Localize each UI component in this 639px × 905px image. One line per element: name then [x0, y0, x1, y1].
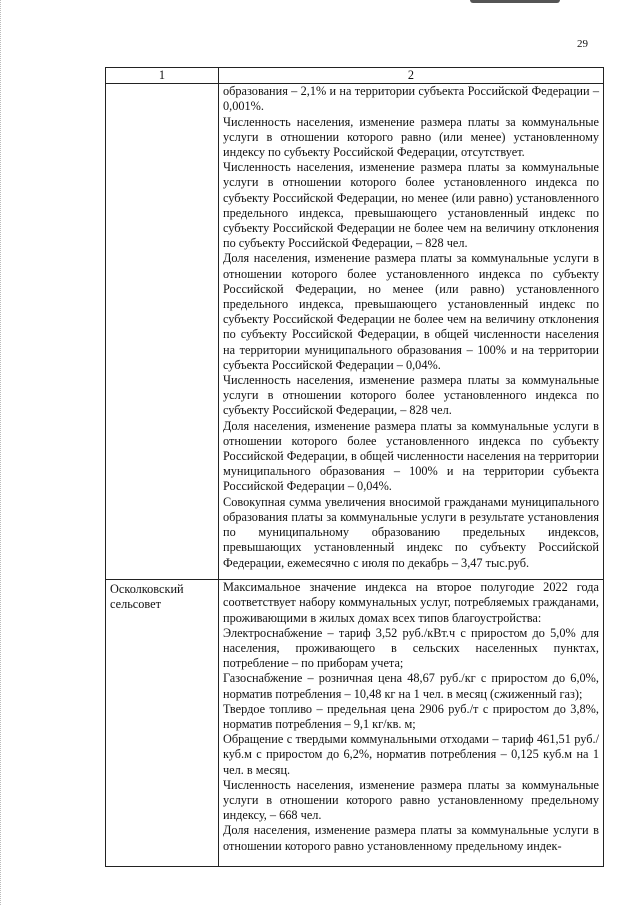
- document-table: [105, 67, 604, 867]
- paragraph: Твердое топливо – предельная цена 2906 руб./т с приростом до 3,8%, норматив потребления – 9,1 кг/кв. м;: [223, 701, 599, 732]
- paragraph: Электроснабжение – тариф 3,52 руб./кВт.ч с приростом до 5,0% для населения, проживающего в сельских населенных пунктах, потребление – по приборам учета;: [223, 625, 599, 671]
- paragraph: Доля населения, изменение размера платы за коммунальные услуги в отношении которого равно установленному предельному индек-: [223, 823, 599, 853]
- paragraph: Численность населения, изменение размера платы за коммунальные услуги в отношении которого более установленного индекса по субъекту Российской Федерации, но менее (или равно) установленного предельного индекса, превышающего установленный индекс по субъекту Российской Федерации не более чем на величину отклонения по субъекту Российской Федерации, – 828 чел.: [223, 160, 599, 251]
- column-header-1: 1: [106, 68, 219, 84]
- paragraph: Доля населения, изменение размера платы за коммунальные услуги в отношении которого более установленного индекса по субъекту Российской Федерации, но менее (или равно) установленного предельного индекса, превышающего установленный индекс по субъекту Российской Федерации не более чем на величину отклонения по субъекту Российской Федерации, в общей численности населения на территории муниципального образования – 100% и на территории субъекта Российской Федерации – 0,04%.: [223, 251, 599, 372]
- scan-edge: [0, 0, 7, 905]
- description-cell: [219, 580, 604, 867]
- description-cell: [219, 84, 604, 580]
- paragraph: Газоснабжение – розничная цена 48,67 руб./кг с приростом до 6,0%, норматив потребления – 10,48 кг на 1 чел. в месяц (сжиженный газ);: [223, 671, 599, 701]
- municipality-cell: Осколковский сельсовет: [106, 580, 219, 867]
- paragraph: Совокупная сумма увеличения вносимой гражданами муниципального образования платы за коммунальные услуги в результате установления по муниципальному образованию предельных индексов, превышающих установленный индекс по субъекту Российской Федерации, ежемесячно с июля по декабрь – 3,47 тыс.руб.: [223, 494, 599, 570]
- paragraph: Численность населения, изменение размера платы за коммунальные услуги в отношении которого более установленного индекса по субъекту Российской Федерации, – 828 чел.: [223, 373, 599, 418]
- scan-artifact: [470, 0, 560, 3]
- paragraph: образования – 2,1% и на территории субъекта Российской Федерации – 0,001%.: [223, 84, 599, 114]
- table-row: [106, 580, 604, 867]
- page-number: 29: [577, 38, 588, 50]
- paragraph: Численность населения, изменение размера платы за коммунальные услуги в отношении которого равно установленному предельному индексу, – 668 чел.: [223, 777, 599, 823]
- paragraph: Численность населения, изменение размера платы за коммунальные услуги в отношении которого равно (или менее) установленному индексу по субъекту Российской Федерации, отсутствует.: [223, 114, 599, 160]
- paragraph: Обращение с твердыми коммунальными отходами – тариф 461,51 руб./куб.м с приростом до 6,2%, норматив потребления – 0,125 куб.м на 1 чел. в месяц.: [223, 732, 599, 777]
- table-header-row: [106, 68, 604, 84]
- municipality-cell: [106, 84, 219, 580]
- paragraph: Максимальное значение индекса на второе полугодие 2022 года соответствует набору коммунальных услуг, потребляемых гражданами, проживающими в жилых домах всех типов благоустройства:: [223, 580, 599, 625]
- column-header-2: 2: [219, 68, 604, 84]
- paragraph: Доля населения, изменение размера платы за коммунальные услуги в отношении которого более установленного индекса по субъекту Российской Федерации, в общей численности населения на территории муниципального образования – 100% и на территории субъекта Российской Федерации – 0,04%.: [223, 418, 599, 494]
- table-row: [106, 84, 604, 580]
